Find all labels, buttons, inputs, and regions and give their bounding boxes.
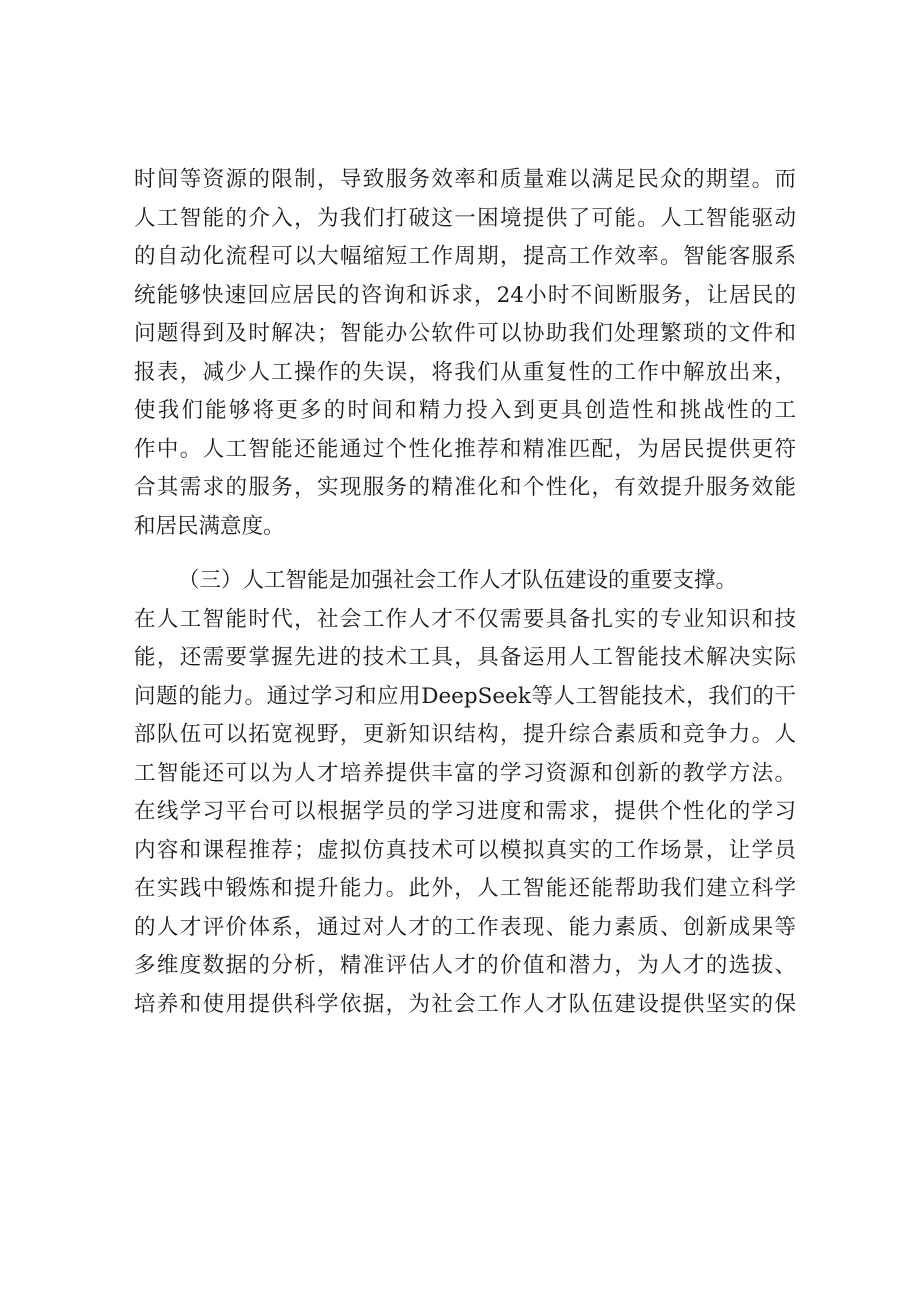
paragraph-line: 部队伍可以拓宽视野，更新知识结构，提升综合素质和竞争力。人 <box>134 722 796 747</box>
paragraph-1 <box>134 161 796 546</box>
paragraph-line: 作中。人工智能还能通过个性化推荐和精准匹配，为居民提供更符 <box>134 436 796 462</box>
paragraph-line: 的人才评价体系，通过对人才的工作表现、能力素质、创新成果等 <box>134 914 796 940</box>
document-body <box>134 161 796 1024</box>
paragraph-line: 使我们能够将更多的时间和精力投入到更具创造性和挑战性的工 <box>134 398 796 423</box>
paragraph-2 <box>134 562 796 1024</box>
paragraph-line: 内容和课程推荐；虚拟仿真技术可以模拟真实的工作场景，让学员 <box>134 837 796 863</box>
paragraph-line: 时间等资源的限制，导致服务效率和质量难以满足民众的期望。而 <box>134 167 796 192</box>
paragraph-line: 培养和使用提供科学依据，为社会工作人才队伍建设提供坚实的保 <box>134 991 796 1017</box>
paragraph-line: 报表，减少人工操作的失误，将我们从重复性的工作中解放出来， <box>134 359 796 385</box>
paragraph-line: 和居民满意度。 <box>134 513 285 539</box>
paragraph-line: 工智能还可以为人才培养提供丰富的学习资源和创新的教学方法。 <box>134 760 796 786</box>
paragraph-line: 在人工智能时代，社会工作人才不仅需要具备扎实的专业知识和技 <box>134 606 796 632</box>
paragraph-line: 在线学习平台可以根据学员的学习进度和需求，提供个性化的学习 <box>134 799 796 824</box>
paragraph-line: 问题得到及时解决；智能办公软件可以协助我们处理繁琐的文件和 <box>134 321 796 346</box>
paragraph-line: 的自动化流程可以大幅缩短工作周期，提高工作效率。智能客服系 <box>134 244 796 269</box>
paragraph-line: 统能够快速回应居民的咨询和诉求，24小时不间断服务，让居民的 <box>134 282 796 308</box>
paragraph-line: 合其需求的服务，实现服务的精准化和个性化，有效提升服务效能 <box>134 475 796 500</box>
section-heading-line: （三）人工智能是加强社会工作人才队伍建设的重要支撑。 <box>178 568 738 593</box>
paragraph-line: 能，还需要掌握先进的技术工具，具备运用人工智能技术解决实际 <box>134 645 796 670</box>
paragraph-line: 在实践中锻炼和提升能力。此外，人工智能还能帮助我们建立科学 <box>134 876 796 901</box>
paragraph-line: 多维度数据的分析，精准评估人才的价值和潜力，为人才的选拔、 <box>134 953 796 978</box>
paragraph-line: 人工智能的介入，为我们打破这一困境提供了可能。人工智能驱动 <box>134 205 796 231</box>
paragraph-line: 问题的能力。通过学习和应用DeepSeek等人工智能技术，我们的干 <box>134 683 796 709</box>
paragraph-gap <box>134 546 796 562</box>
